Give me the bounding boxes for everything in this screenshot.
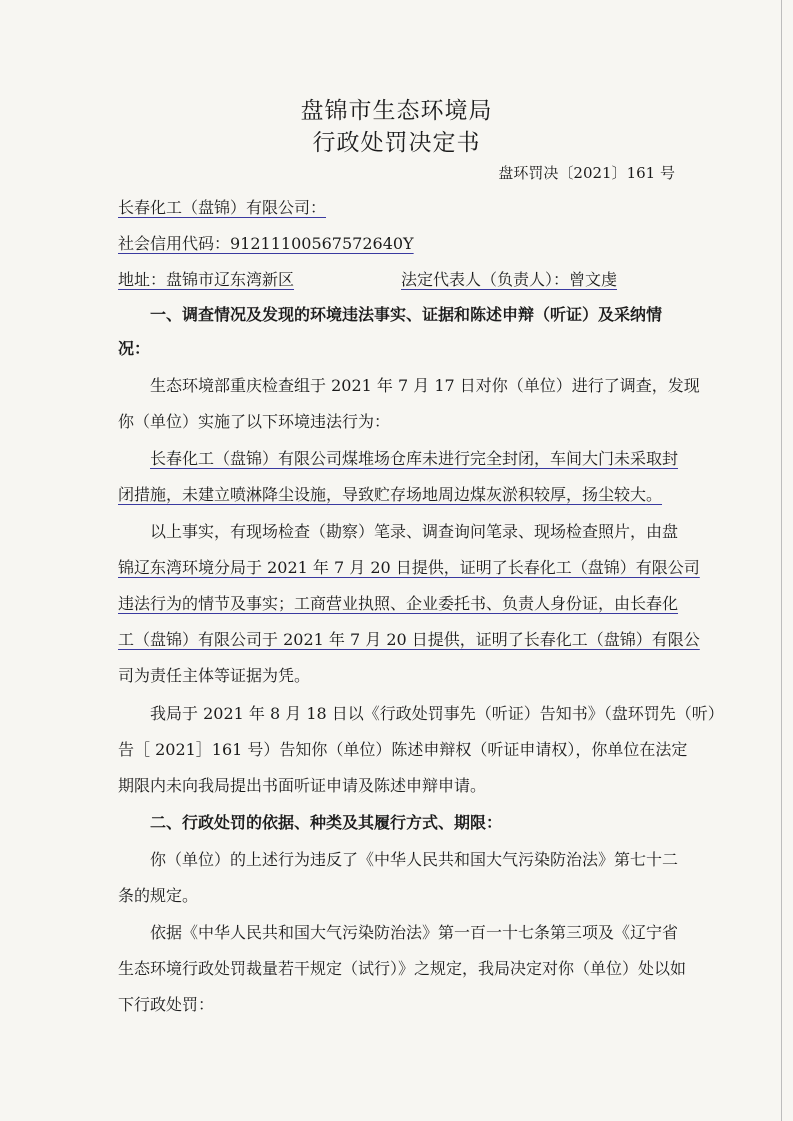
evidence-line1: 以上事实，有现场检查（勘察）笔录、调查询问笔录、现场检查照片，由盘 [150,522,679,541]
violation-line2: 闭措施，未建立喷淋降尘设施，导致贮存场地周边煤灰淤积较厚，扬尘较大。 [118,485,663,504]
evidence-line3: 违法行为的情节及事实；工商营业执照、企业委托书、负责人身份证，由长春化 [118,594,679,613]
party-address: 地址：盘锦市辽东湾新区 [118,270,295,289]
document-title-line2: 行政处罚决定书 [312,130,481,156]
basis-line2: 条的规定。 [118,886,199,905]
evidence-line4: 工（盘锦）有限公司于 2021 年 7 月 20 日提供，证明了长春化工（盘锦）有限公 [118,630,700,649]
section2-heading: 二、行政处罚的依据、种类及其履行方式、期限： [150,813,503,832]
investigation-line1: 生态环境部重庆检查组于 2021 年 7 月 17 日对你（单位）进行了调查，发现 [150,376,700,395]
evidence-line2: 锦辽东湾环境分局于 2021 年 7 月 20 日提供，证明了长春化工（盘锦）有限公司 [118,558,700,577]
section1-heading-line1: 一、调查情况及发现的环境违法事实、证据和陈述申辩（听证）及采纳情 [150,305,663,324]
decision-line3: 下行政处罚： [118,995,215,1014]
notice-line1: 我局于 2021 年 8 月 18 日以《行政处罚事先（听证）告知书》（盘环罚先（听） [150,704,724,723]
notice-line3: 期限内未向我局提出书面听证申请及陈述申辩申请。 [118,776,487,795]
document-title-line1: 盘锦市生态环境局 [300,98,493,124]
credit-code: 社会信用代码：91211100567572640Y [118,234,414,253]
decision-line1: 依据《中华人民共和国大气污染防治法》第一百一十七条第三项及《辽宁省 [150,923,679,942]
violation-line1: 长春化工（盘锦）有限公司煤堆场仓库未进行完全封闭，车间大门未采取封 [150,449,679,468]
basis-line1: 你（单位）的上述行为违反了《中华人民共和国大气污染防治法》第七十二 [150,850,679,869]
decision-line2: 生态环境行政处罚裁量若干规定（试行）》之规定，我局决定对你（单位）处以如 [118,959,687,978]
evidence-line5: 司为责任主体等证据为凭。 [118,666,311,685]
section1-heading-line2: 况： [118,339,151,358]
investigation-line2: 你（单位）实施了以下环境违法行为： [118,412,391,431]
notice-line2: 告［ 2021］161 号）告知你（单位）陈述申辩权（听证申请权），你单位在法定 [118,740,688,759]
document-number: 盘环罚决〔2021〕161 号 [498,164,675,182]
legal-representative: 法定代表人（负责人）：曾文虔 [401,270,618,289]
party-name: 长春化工（盘锦）有限公司： [118,198,327,217]
scan-edge-line [781,0,782,1121]
